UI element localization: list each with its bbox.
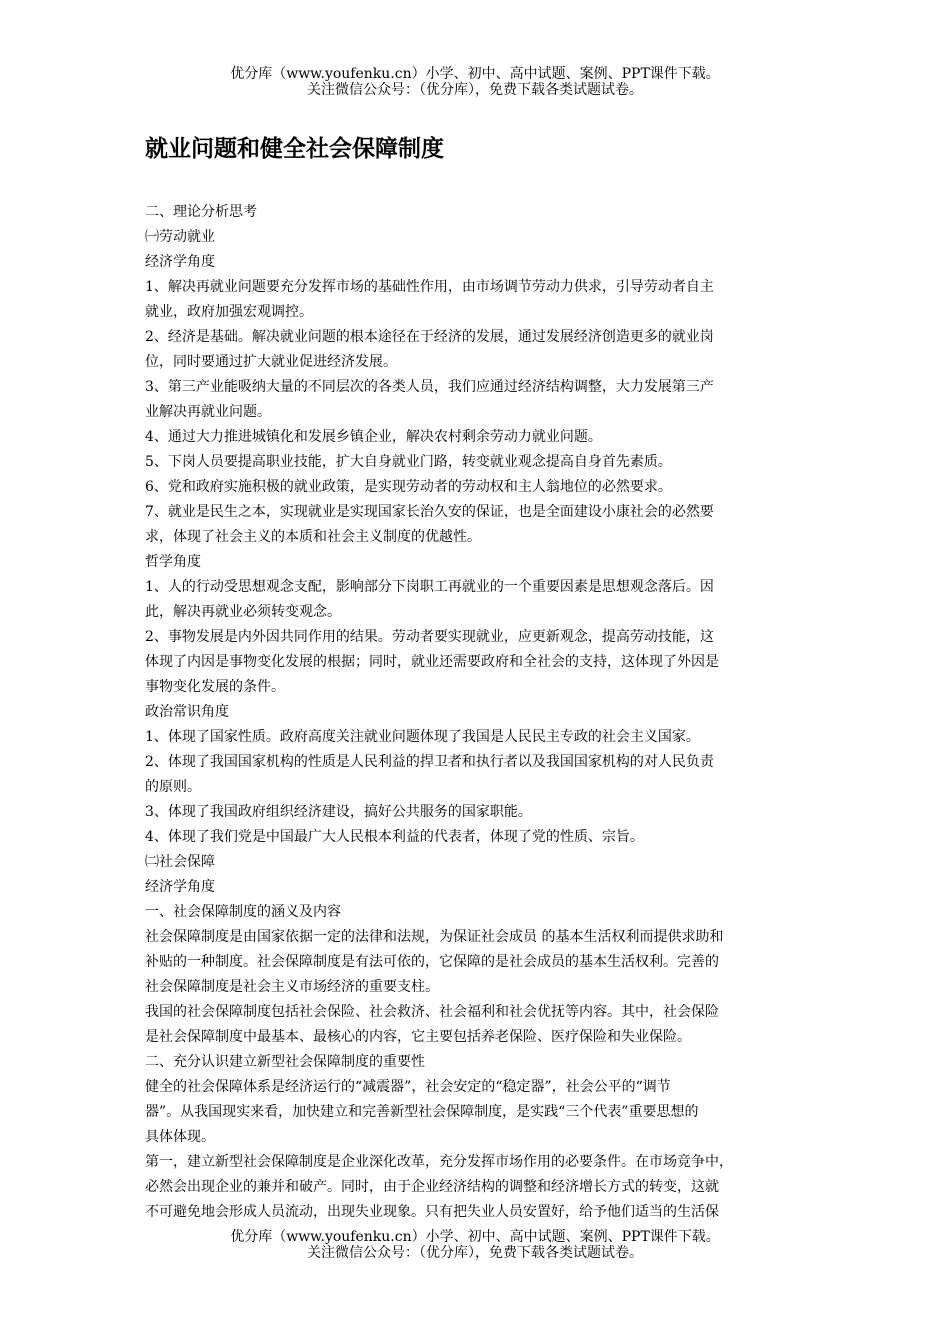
page-header (0, 66, 950, 98)
text-line: 求，体现了社会主义的本质和社会主义制度的优越性。 (145, 529, 481, 545)
document-title: 就业问题和健全社会保障制度 (145, 136, 444, 162)
text-line: 此，解决再就业必须转变观念。 (145, 604, 341, 620)
text-line: 3、体现了我国政府组织经济建设，搞好公共服务的国家职能。 (145, 804, 532, 820)
text-line: 2、经济是基础。解决就业问题的根本途径在于经济的发展，通过发展经济创造更多的就业岗 (145, 329, 714, 345)
text-line: ㈠劳动就业 (145, 229, 215, 245)
text-line: 社会保障制度是社会主义市场经济的重要支柱。 (145, 979, 439, 995)
text-line: 就业，政府加强宏观调控。 (145, 304, 313, 320)
text-line: 政治常识角度 (145, 704, 229, 720)
footer-line-2: 关注微信公众号：（优分库），免费下载各类试题试卷。 (307, 1245, 643, 1261)
text-line: 1、体现了国家性质。政府高度关注就业问题体现了我国是人民民主专政的社会主义国家。 (145, 729, 700, 745)
text-line: 是社会保障制度中最基本、最核心的内容，它主要包括养老保险、医疗保险和失业保险。 (145, 1029, 691, 1045)
text-line: 2、体现了我国国家机构的性质是人民利益的捍卫者和执行者以及我国国家机构的对人民负责 (145, 754, 714, 770)
text-line: 4、体现了我们党是中国最广大人民根本利益的代表者，体现了党的性质、宗旨。 (145, 829, 644, 845)
text-line: 5、下岗人员要提高职业技能，扩大自身就业门路，转变就业观念提高自身首先素质。 (145, 454, 672, 470)
text-line: 我国的社会保障制度包括社会保险、社会救济、社会福利和社会优抚等内容。其中，社会保险 (145, 1004, 719, 1020)
text-line: 经济学角度 (145, 879, 215, 895)
text-line: 事物变化发展的条件。 (145, 679, 285, 695)
page-footer (0, 1229, 950, 1261)
text-line: 不可避免地会形成人员流动，出现失业现象。只有把失业人员安置好，给予他们适当的生活保 (145, 1204, 719, 1220)
footer-line-1: 优分库（www.youfenku.cn）小学、初中、高中试题、案例、PPT课件下载。 (230, 1229, 720, 1245)
text-line: 哲学角度 (145, 554, 201, 570)
text-line: 位，同时要通过扩大就业促进经济发展。 (145, 354, 397, 370)
text-line: 补贴的一种制度。社会保障制度是有法可依的，它保障的是社会成员的基本生活权利。完善的 (145, 954, 719, 970)
text-line: 体现了内因是事物变化发展的根据；同时，就业还需要政府和全社会的支持，这体现了外因是 (145, 654, 719, 670)
text-line: 的原则。 (145, 779, 201, 795)
text-line: 7、就业是民生之本，实现就业是实现国家长治久安的保证，也是全面建设小康社会的必然要 (145, 504, 714, 520)
text-line: 1、解决再就业问题要充分发挥市场的基础性作用，由市场调节劳动力供求，引导劳动者自主 (145, 279, 714, 295)
text-line: 二、充分认识建立新型社会保障制度的重要性 (145, 1054, 425, 1070)
text-line: 社会保障制度是由国家依据一定的法律和法规，为保证社会成员 的基本生活权利而提供求助和 (145, 929, 724, 945)
document-body (145, 200, 811, 1225)
text-line: 6、党和政府实施积极的就业政策，是实现劳动者的劳动权和主人翁地位的必然要求。 (145, 479, 672, 495)
text-line: 一、社会保障制度的涵义及内容 (145, 904, 341, 920)
text-line: 业解决再就业问题。 (145, 404, 271, 420)
text-line: 必然会出现企业的兼并和破产。同时，由于企业经济结构的调整和经济增长方式的转变，这就 (145, 1179, 719, 1195)
text-line: 第一，建立新型社会保障制度是企业深化改革，充分发挥市场作用的必要条件。在市场竞争中， (145, 1154, 733, 1170)
text-line: 具体体现。 (145, 1129, 215, 1145)
text-line: 1、人的行动受思想观念支配，影响部分下岗职工再就业的一个重要因素是思想观念落后。因 (145, 579, 714, 595)
text-line: 健全的社会保障体系是经济运行的“减震器”，社会安定的“稳定器”，社会公平的“调节 (145, 1079, 671, 1095)
text-line: 3、第三产业能吸纳大量的不同层次的各类人员，我们应通过经济结构调整，大力发展第三产 (145, 379, 714, 395)
header-line-1: 优分库（www.youfenku.cn）小学、初中、高中试题、案例、PPT课件下载。 (230, 66, 720, 82)
text-line: 二、理论分析思考 (145, 204, 257, 220)
header-line-2: 关注微信公众号：（优分库），免费下载各类试题试卷。 (307, 82, 643, 98)
text-line: 2、事物发展是内外因共同作用的结果。劳动者要实现就业，应更新观念，提高劳动技能，这 (145, 629, 714, 645)
text-line: ㈡社会保障 (145, 854, 215, 870)
text-line: 器”。从我国现实来看，加快建立和完善新型社会保障制度，是实践“三个代表”重要思想的 (145, 1104, 699, 1120)
text-line: 经济学角度 (145, 254, 215, 270)
text-line: 4、通过大力推进城镇化和发展乡镇企业，解决农村剩余劳动力就业问题。 (145, 429, 602, 445)
